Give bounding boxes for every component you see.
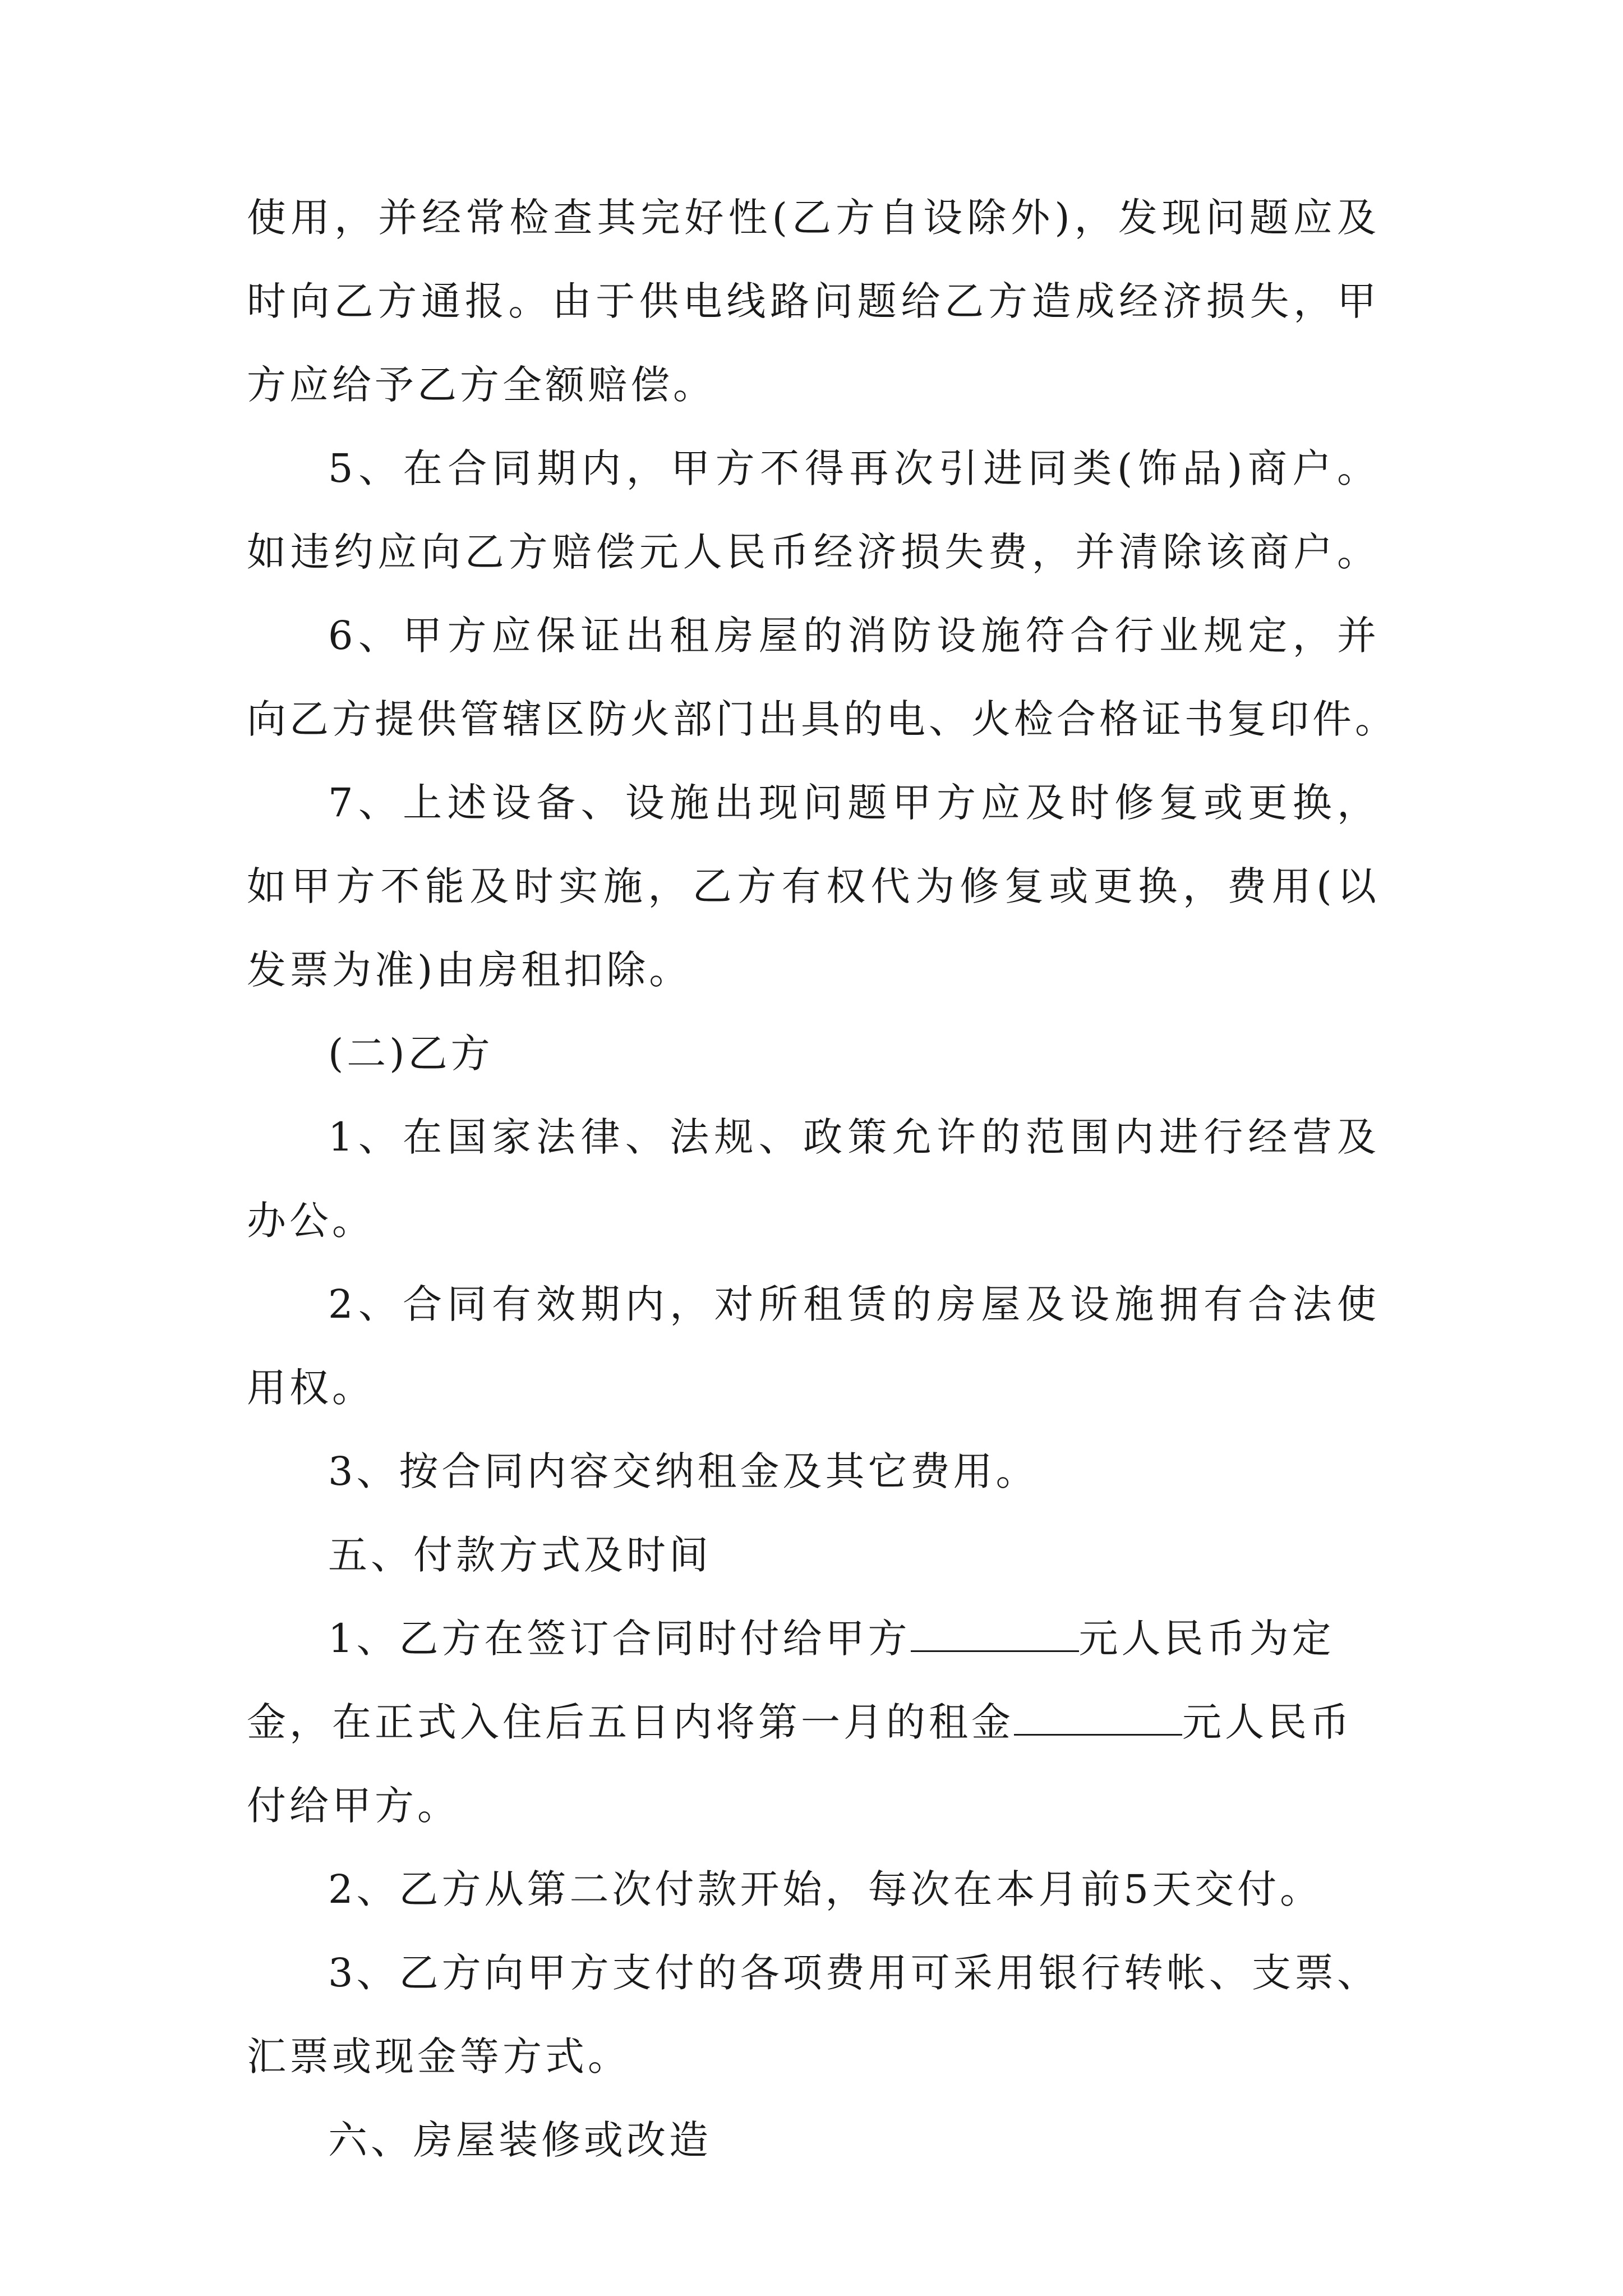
text-line: 2、乙方从第二次付款开始，每次在本月前5天交付。: [328, 1866, 1323, 1912]
text-line: 1、在国家法律、法规、政策允许的范围内进行经营及: [328, 1114, 1380, 1160]
text-line: 办公。: [247, 1198, 375, 1244]
text-segment: 金，在正式入住后五日内将第一月的租金: [247, 1699, 1014, 1745]
text-line: 付给甲方。: [247, 1783, 460, 1829]
text-segment: 1、乙方在签订合同时付给甲方: [328, 1616, 911, 1662]
text-line: 如违约应向乙方赔偿元人民币经济损失费，并清除该商户。: [247, 529, 1380, 575]
text-line: 向乙方提供管辖区防火部门出具的电、火检合格证书复印件。: [247, 696, 1398, 742]
section-heading: 五、付款方式及时间: [328, 1532, 712, 1578]
text-line: 7、上述设备、设施出现问题甲方应及时修复或更换，: [328, 780, 1380, 826]
text-line: 3、按合同内容交纳租金及其它费用。: [328, 1448, 1039, 1494]
text-line: 方应给予乙方全额赔偿。: [247, 362, 716, 408]
fill-in-blank: [911, 1613, 1079, 1652]
text-line: 时向乙方通报。由于供电线路问题给乙方造成经济损失，甲: [247, 278, 1380, 324]
text-segment: 元人民币: [1182, 1699, 1353, 1745]
text-line: [247, 1611, 1380, 1667]
fill-in-blank: [1014, 1697, 1182, 1736]
text-segment: 元人民币为定: [1078, 1616, 1335, 1662]
text-line: 6、甲方应保证出租房屋的消防设施符合行业规定，并: [328, 613, 1380, 659]
text-line: 2、合同有效期内，对所租赁的房屋及设施拥有合法使: [328, 1281, 1380, 1327]
section-heading: (二)乙方: [328, 1030, 494, 1076]
text-line: 发票为准)由房租扣除。: [247, 947, 692, 993]
section-heading: 六、房屋装修或改造: [328, 2117, 712, 2163]
text-line: 3、乙方向甲方支付的各项费用可采用银行转帐、支票、: [328, 1950, 1380, 1996]
text-line: 用权。: [247, 1365, 375, 1411]
text-line: 使用，并经常检查其完好性(乙方自设除外)，发现问题应及: [247, 195, 1380, 241]
text-line: 5、在合同期内，甲方不得再次引进同类(饰品)商户。: [328, 445, 1380, 491]
text-line: [247, 1694, 1380, 1750]
text-line: 汇票或现金等方式。: [247, 2033, 630, 2079]
text-line: 如甲方不能及时实施，乙方有权代为修复或更换，费用(以: [247, 863, 1380, 909]
